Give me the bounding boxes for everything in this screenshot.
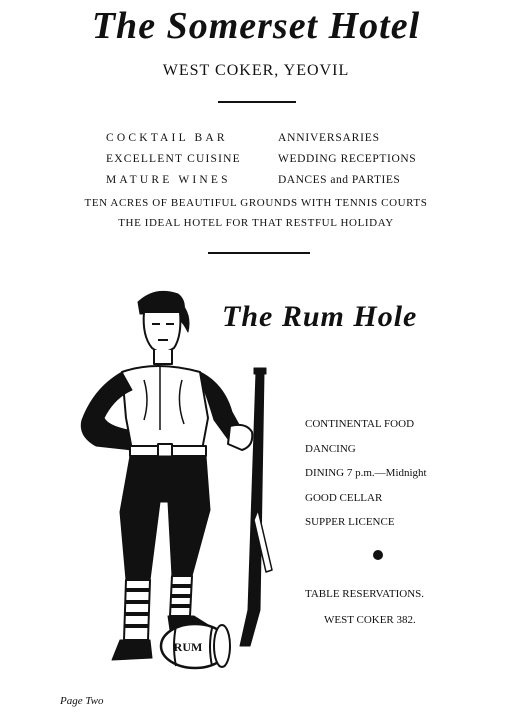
rum-hole-title: The Rum Hole: [222, 300, 418, 333]
service-item: COCKTAIL BAR: [106, 132, 228, 144]
amenity-item: SUPPER LICENCE: [305, 516, 395, 528]
bullet-dot: [373, 550, 383, 560]
amenity-item: CONTINENTAL FOOD: [305, 418, 415, 430]
service-item: EXCELLENT CUISINE: [106, 153, 241, 165]
phone-number: WEST COKER 382.: [324, 614, 416, 626]
services-left-column: [106, 128, 241, 191]
feature-line: THE IDEAL HOTEL FOR THAT RESTFUL HOLIDAY: [118, 217, 394, 229]
service-item: DANCES and PARTIES: [278, 174, 401, 186]
service-item: MATURE WINES: [106, 174, 231, 186]
amenity-item: DANCING: [305, 442, 356, 455]
amenity-item: DINING 7 p.m.—Midnight: [305, 467, 427, 479]
divider-middle: [208, 252, 310, 254]
barrel-label: RUM: [173, 640, 203, 654]
amenities-list: [305, 412, 427, 535]
pirate-with-musket-icon: [60, 280, 290, 685]
hotel-title: The Somerset Hotel: [91, 5, 421, 47]
feature-line: TEN ACRES OF BEAUTIFUL GROUNDS WITH TENNIS COURTS: [84, 197, 428, 209]
page-number: Page Two: [60, 695, 104, 707]
table-reservations: TABLE RESERVATIONS.: [305, 588, 425, 600]
services-right-column: [278, 128, 416, 191]
amenity-item: GOOD CELLAR: [305, 491, 383, 504]
divider-top: [218, 101, 296, 103]
hotel-location: WEST COKER, YEOVIL: [162, 62, 350, 79]
service-item: WEDDING RECEPTIONS: [278, 153, 417, 165]
service-item: ANNIVERSARIES: [278, 132, 380, 144]
